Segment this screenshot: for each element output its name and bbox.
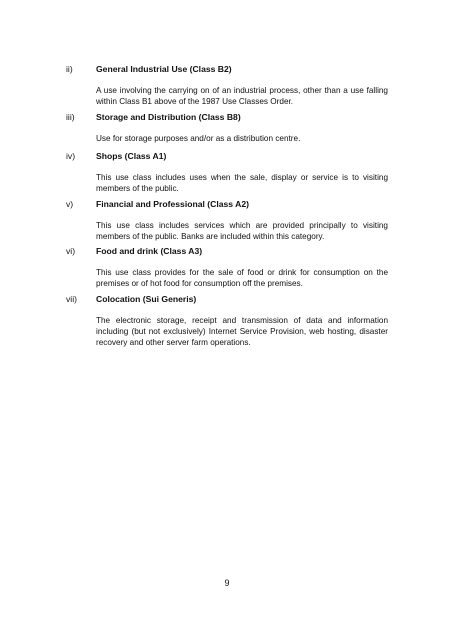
section-body: This use class includes services which are provided principally to visiting members of the public. Banks are included within this category. (96, 221, 388, 241)
section-heading: Storage and Distribution (Class B8) (96, 112, 241, 122)
section-body: The electronic storage, receipt and transmission of data and information including (but not exclusively) Internet Service Provision, web hosting, disaster recovery and other server farm operations. (96, 316, 388, 347)
section-body: Use for storage purposes and/or as a distribution centre. (96, 134, 301, 143)
section-body: This use class includes uses when the sale, display or service is to visiting members of the public. (96, 173, 388, 193)
page-number: 9 (224, 578, 230, 588)
section-numeral: ii) (66, 64, 73, 74)
section-heading: Colocation (Sui Generis) (96, 294, 197, 304)
section-numeral: iv) (66, 151, 76, 161)
section-numeral: vii) (66, 294, 77, 304)
section-heading: Shops (Class A1) (96, 151, 167, 161)
section-numeral: vi) (66, 246, 76, 256)
section-numeral: v) (66, 199, 74, 209)
section-heading: Food and drink (Class A3) (96, 246, 203, 256)
section-heading: Financial and Professional (Class A2) (96, 199, 249, 209)
section-body: This use class provides for the sale of food or drink for consumption on the premises or of hot food for consumption off the premises. (96, 268, 388, 288)
section-heading: General Industrial Use (Class B2) (96, 64, 232, 74)
section-numeral: iii) (66, 112, 75, 122)
section-body: A use involving the carrying on of an industrial process, other than a use falling within Class B1 above of the 1987 Use Classes Order. (96, 86, 388, 106)
